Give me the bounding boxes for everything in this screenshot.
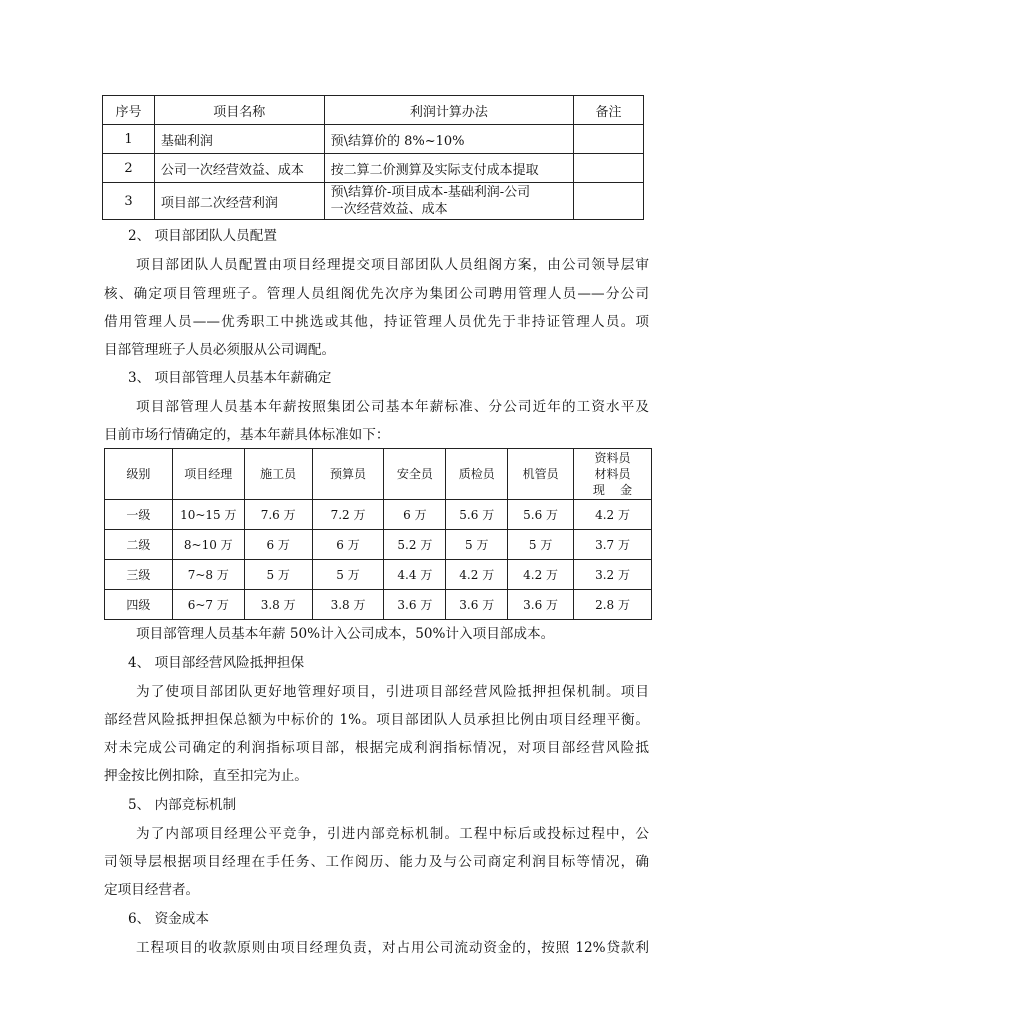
paragraph-line: 目前市场行情确定的，基本年薪具体标准如下：: [104, 427, 390, 443]
col-header-line: 材料员: [594, 467, 631, 481]
profit-table: [102, 95, 644, 220]
cell: 四级: [105, 590, 173, 620]
paragraph-line: 司领导层根据项目经理在手任务、工作阅历、能力及与公司商定利润目标等情况，确: [104, 854, 649, 870]
col-header: 项目名称: [154, 96, 324, 125]
cell: 7.6 万: [244, 500, 312, 530]
paragraph-line: 押金按比例扣除，直至扣完为止。: [104, 768, 308, 784]
table-row: [103, 125, 644, 154]
cell: 7.2 万: [312, 500, 384, 530]
cell: 5 万: [244, 560, 312, 590]
col-header: 项目经理: [172, 449, 244, 500]
cell: 4.2 万: [446, 560, 508, 590]
table-row: [105, 560, 652, 590]
cell: 8~10 万: [172, 530, 244, 560]
cell: 3.6 万: [508, 590, 574, 620]
cell-method: 预\结算价的 8%~10%: [324, 125, 574, 154]
paragraph-line: 为了内部项目经理公平竞争，引进内部竞标机制。工程中标后或投标过程中，公: [136, 826, 649, 842]
cell: 4.2 万: [508, 560, 574, 590]
section-heading: 4、 项目部经营风险抵押担保: [128, 655, 305, 671]
cell: 三级: [105, 560, 173, 590]
table-row: [105, 530, 652, 560]
paragraph-line: 为了使项目部团队更好地管理好项目，引进项目部经营风险抵押担保机制。项目: [136, 684, 649, 700]
section-heading: 2、 项目部团队人员配置: [128, 228, 277, 244]
cell: 6 万: [312, 530, 384, 560]
paragraph-line: 目部管理班子人员必须服从公司调配。: [104, 342, 336, 358]
cell-no: 2: [103, 154, 155, 183]
cell-note: [574, 154, 644, 183]
paragraph-line: 定项目经营者。: [104, 882, 200, 898]
cell: 二级: [105, 530, 173, 560]
col-header: [574, 449, 652, 500]
cell-name: 项目部二次经营利润: [154, 183, 324, 220]
section-heading: 5、 内部竞标机制: [128, 797, 237, 813]
paragraph-line: 对未完成公司确定的利润指标项目部，根据完成利润指标情况，对项目部经营风险抵: [104, 740, 649, 756]
table-row: [105, 590, 652, 620]
col-header-line: 现 金: [592, 483, 633, 497]
col-header-line: 资料员: [594, 451, 631, 465]
cell-method-line: 预\结算价-项目成本-基础利润-公司: [330, 185, 531, 200]
cell: 6 万: [384, 500, 446, 530]
col-header: 质检员: [446, 449, 508, 500]
cell: 5 万: [312, 560, 384, 590]
table-header-row: [103, 96, 644, 125]
cell: 3.8 万: [312, 590, 384, 620]
cell: 5 万: [508, 530, 574, 560]
cell: 4.4 万: [384, 560, 446, 590]
table-row: [105, 500, 652, 530]
cell: 5 万: [446, 530, 508, 560]
cell-note: [574, 183, 644, 220]
cell: 3.6 万: [446, 590, 508, 620]
cell-no: 3: [103, 183, 155, 220]
cell-no: 1: [103, 125, 155, 154]
cell: 3.2 万: [574, 560, 652, 590]
cell-name: 基础利润: [154, 125, 324, 154]
cell: 5.2 万: [384, 530, 446, 560]
cell: 6 万: [244, 530, 312, 560]
col-header: 预算员: [312, 449, 384, 500]
col-header: 机管员: [508, 449, 574, 500]
paragraph-line: 项目部管理人员基本年薪按照集团公司基本年薪标准、分公司近年的工资水平及: [136, 399, 649, 415]
salary-table: [104, 448, 652, 620]
cell-method-line: 一次经营效益、成本: [330, 202, 448, 217]
cell: 5.6 万: [446, 500, 508, 530]
table-footnote: 项目部管理人员基本年薪 50%计入公司成本，50%计入项目部成本。: [136, 626, 555, 642]
section-heading: 6、 资金成本: [128, 911, 209, 927]
paragraph-line: 项目部团队人员配置由项目经理提交项目部团队人员组阁方案，由公司领导层审: [136, 257, 649, 273]
table-row: [103, 154, 644, 183]
cell: 7~8 万: [172, 560, 244, 590]
col-header: 安全员: [384, 449, 446, 500]
paragraph-line: 部经营风险抵押担保总额为中标价的 1%。项目部团队人员承担比例由项目经理平衡。: [104, 712, 649, 728]
section-heading: 3、 项目部管理人员基本年薪确定: [128, 370, 332, 386]
paragraph-line: 工程项目的收款原则由项目经理负责，对占用公司流动资金的，按照 12%贷款利: [136, 940, 649, 956]
paragraph-line: 核、确定项目管理班子。管理人员组阁优先次序为集团公司聘用管理人员——分公司: [104, 286, 649, 302]
col-header: 备注: [574, 96, 644, 125]
cell-name: 公司一次经营效益、成本: [154, 154, 324, 183]
cell: 一级: [105, 500, 173, 530]
col-header: 施工员: [244, 449, 312, 500]
cell-method: 按二算二价测算及实际支付成本提取: [324, 154, 574, 183]
cell: 3.8 万: [244, 590, 312, 620]
cell: 4.2 万: [574, 500, 652, 530]
cell-note: [574, 125, 644, 154]
paragraph-line: 借用管理人员——优秀职工中挑选或其他，持证管理人员优先于非持证管理人员。项: [104, 314, 649, 330]
table-header-row: [105, 449, 652, 500]
col-header: 级别: [105, 449, 173, 500]
cell: 3.7 万: [574, 530, 652, 560]
cell: 2.8 万: [574, 590, 652, 620]
cell: 6~7 万: [172, 590, 244, 620]
cell: 3.6 万: [384, 590, 446, 620]
col-header: 利润计算办法: [324, 96, 574, 125]
col-header: 序号: [103, 96, 155, 125]
table-row: [103, 183, 644, 220]
cell-method: [324, 183, 574, 220]
cell: 10~15 万: [172, 500, 244, 530]
cell: 5.6 万: [508, 500, 574, 530]
